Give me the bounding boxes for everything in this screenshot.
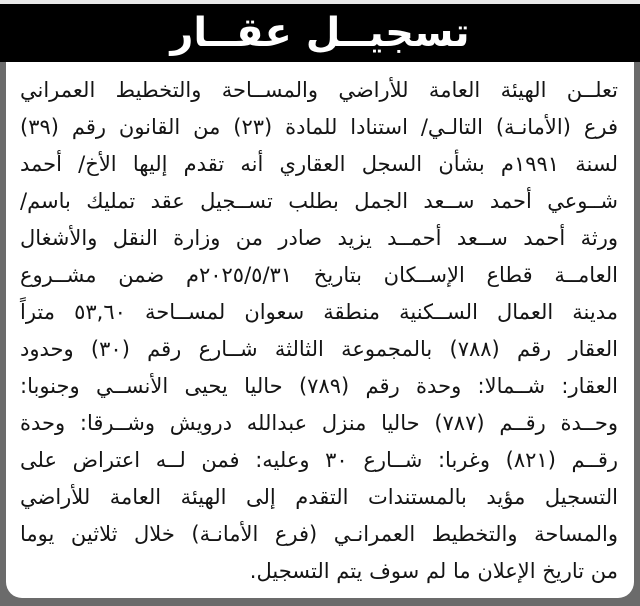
announcement-text bbox=[20, 72, 618, 590]
announcement-header bbox=[0, 4, 640, 62]
text-line: التسجيل مؤيد بالمستندات التقدم إلى الهيئة العامة للأراضي bbox=[20, 485, 618, 509]
text-line: رقــم (٨٢١) وغربا: شــارع ٣٠ وعليه: فمن لــه اعتراض على bbox=[20, 448, 619, 472]
text-line-last: من تاريخ الإعلان ما لم سوف يتم التسجيل. bbox=[249, 559, 618, 583]
announcement-title: تسجيــل عقــار bbox=[170, 10, 470, 56]
announcement-body-panel bbox=[6, 62, 634, 598]
text-line: والمساحة والتخطيط العمرانـي (فرع الأمانـة) خلال ثلاثين يوما bbox=[20, 522, 618, 546]
text-line: العقار رقم (٧٨٨) بالمجموعة الثالثة شــارع رقم (٣٠) وحدود bbox=[20, 337, 618, 361]
text-line: العقار: شــمالا: وحدة رقم (٧٨٩) حاليا يحيى الأنســي وجنوبا: bbox=[20, 374, 618, 398]
text-line: شــوعي أحمد ســعد الجمل بطلب تســجيل عقد تمليك باسم/ bbox=[20, 189, 618, 213]
text-line: تعلــن الهيئة العامة للأراضي والمســاحة والتخطيط العمراني bbox=[20, 78, 618, 102]
text-line: وحــدة رقــم (٧٨٧) حاليا منزل عبدالله درويش وشــرقا: وحدة bbox=[20, 411, 618, 435]
text-line: لسنة ١٩٩١م بشأن السجل العقاري أنه تقدم إليها الأخ/ أحمد bbox=[20, 152, 618, 176]
text-line: مدينة العمال الســكنية منطقة سعوان لمســاحة ٥٣,٦٠ متراً bbox=[20, 300, 619, 324]
text-line: فرع (الأمانـة) التالـي/ استنادا للمادة (٢٣) من القانون رقم (٣٩) bbox=[20, 115, 618, 139]
text-line: العامــة قطاع الإســكان بتاريخ ٢٠٢٥/٥/٣١م ضمن مشــروع bbox=[20, 263, 618, 287]
text-line: ورثة أحمد ســعد أحمــد يزيد صادر من وزارة النقل والأشغال bbox=[20, 226, 618, 250]
